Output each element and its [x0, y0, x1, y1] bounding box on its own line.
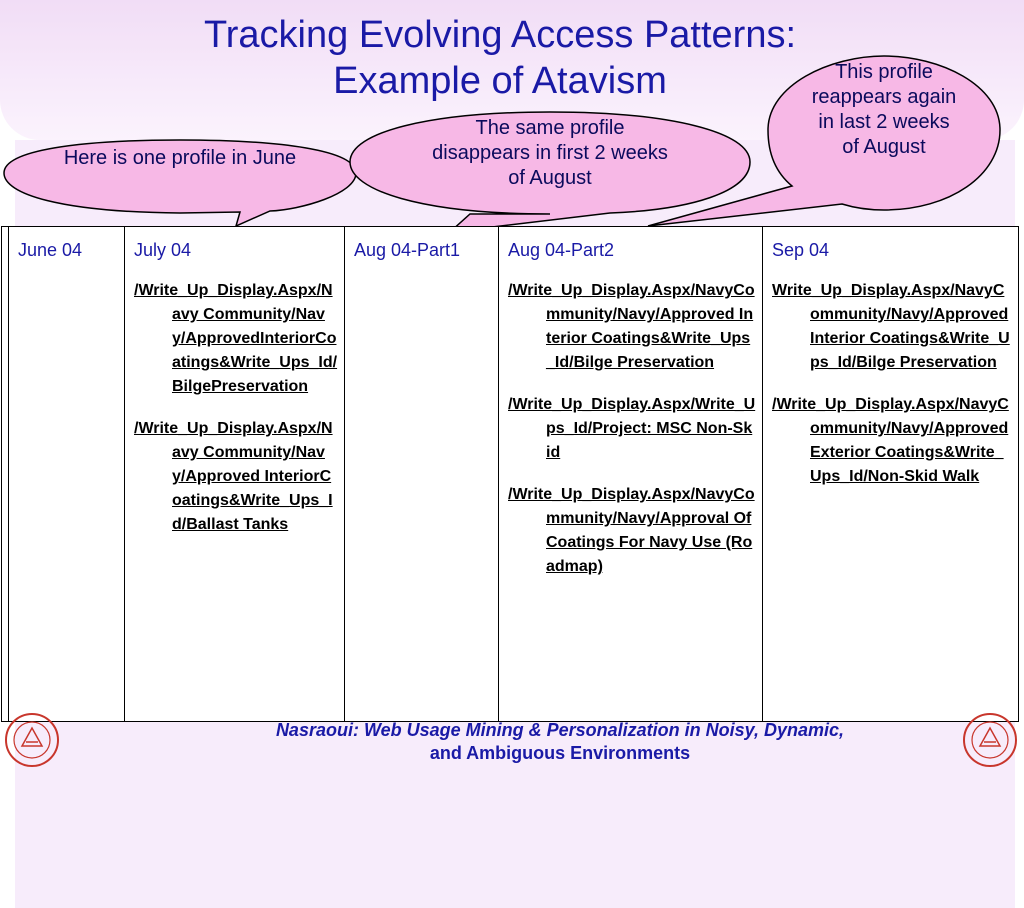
title-line-2: Example of Atavism: [333, 60, 667, 102]
column-header: July 04: [134, 240, 192, 260]
table-cell-aug-part1: [345, 227, 499, 722]
footer-line-2: and Ambiguous Environments: [429, 743, 691, 763]
university-seal-icon: [4, 712, 60, 768]
table-cell-blank: [2, 227, 9, 722]
table-cell-june: [9, 227, 125, 722]
slide-footer: [200, 719, 920, 765]
title-line-1: Tracking Evolving Access Patterns:: [203, 14, 797, 56]
access-pattern-table: [1, 226, 1019, 722]
footer-line-1: Nasraoui: Web Usage Mining & Personalization in Noisy, Dynamic,: [275, 720, 845, 740]
column-header: Aug 04-Part1: [354, 240, 461, 260]
profile-url: /Write_Up_Display.Aspx/Navy Community/Navy/ApprovedInteriorCoatings&Write_Ups_Id/BilgePreservation: [134, 282, 338, 395]
callout-august-part2-text: This profile reappears again in last 2 weeks of August: [811, 61, 957, 158]
callout-august-part1-text: The same profile disappears in first 2 weeks of August: [432, 117, 668, 189]
profile-url: /Write_Up_Display.Aspx/NavyCommunity/Navy/Approved Interior Coatings&Write_Ups_Id/Bilge Preservation: [508, 282, 755, 371]
profile-url: Write_Up_Display.Aspx/NavyCommunity/Navy/Approved Interior Coatings&Write_Ups_Id/Bilge Preservation: [772, 282, 1010, 371]
column-header: June 04: [18, 240, 83, 260]
column-header: Aug 04-Part2: [508, 240, 615, 260]
callout-june-text: Here is one profile in June: [63, 147, 297, 169]
table-row: [2, 227, 1019, 722]
profile-url: /Write_Up_Display.Aspx/Write_Ups_Id/Project: MSC Non-Skid: [508, 396, 756, 461]
table-cell-july: [125, 227, 345, 722]
profile-url: /Write_Up_Display.Aspx/NavyCommunity/Navy/Approval Of Coatings For Navy Use (Roadmap): [508, 486, 755, 575]
university-seal-icon: [962, 712, 1018, 768]
column-header: Sep 04: [772, 240, 830, 260]
table-cell-aug-part2: [499, 227, 763, 722]
table-cell-sep: [763, 227, 1019, 722]
profile-url: /Write_Up_Display.Aspx/Navy Community/Navy/Approved InteriorCoatings&Write_Ups_Id/Ballast Tanks: [134, 420, 333, 533]
profile-url: /Write_Up_Display.Aspx/NavyCommunity/Navy/Approved Exterior Coatings&Write_Ups_Id/Non-Skid Walk: [772, 396, 1009, 485]
